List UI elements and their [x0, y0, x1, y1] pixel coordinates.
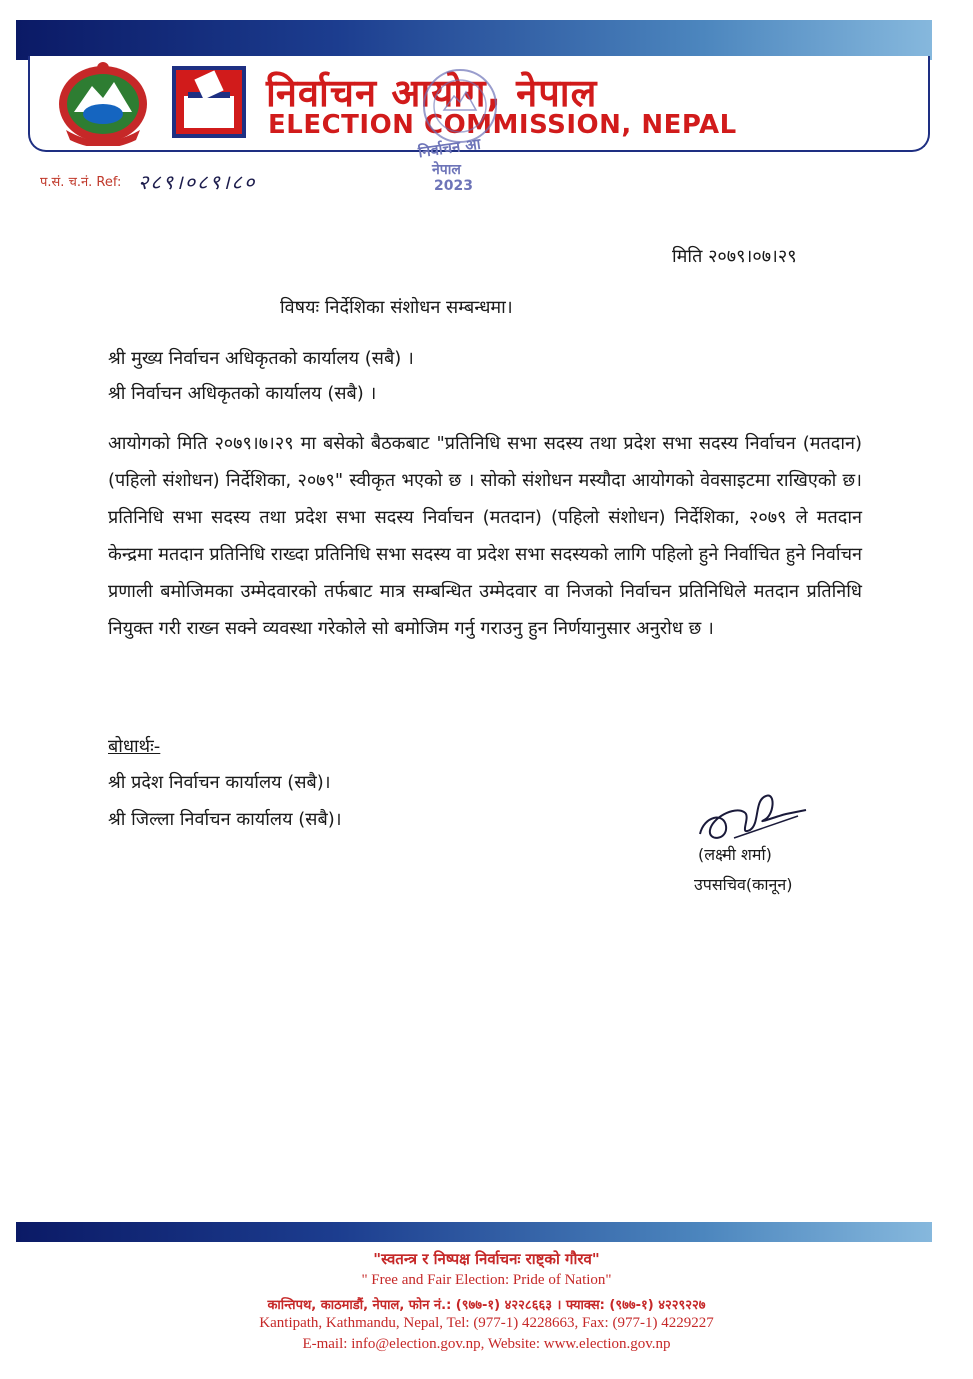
cc-recipient-line: श्री जिल्ला निर्वाचन कार्यालय (सबै)।: [108, 809, 342, 830]
signatory-name: (लक्ष्मी शर्मा): [698, 845, 772, 864]
letter-date: मिति २०७९।०७।२९: [672, 246, 797, 267]
header-title-nepali: निर्वाचन आयोग, नेपाल: [266, 71, 598, 115]
letter-body-paragraph: आयोगको मिति २०७९।७।२९ मा बसेको बैठकबाट "प्रतिनिधि सभा सदस्य तथा प्रदेश सभा सदस्य निर्वाचन (मतदान) (पहिलो संशोधन) निर्देशिका, २०७९" स्वीकृत भएको छ । सोको संशोधन मस्यौदा आयोगको वेवसाइटमा राखिएको छ। प्रतिनिधि सभा सदस्य तथा प्रदेश सभा सदस्य निर्वाचन (मतदान) (पहिलो संशोधन) निर्देशिका, २०७९ ले मतदान केन्द्रमा मतदान प्रतिनिधि राख्दा प्रतिनिधि सभा सदस्य वा प्रदेश सभा सदस्यको लागि पहिलो हुने निर्वाचित हुने निर्वाचन प्रणाली बमोजिमका उम्मेदवारको तर्फबाट मात्र सम्बन्धित उम्मेदवार वा निजको निर्वाचन प्रतिनिधिले मतदान प्रतिनिधि नियुक्त गरी राख्न सक्ने व्यवस्था गरेकोले सो बमोजिम गर्नु गराउनु हुन निर्णयानुसार अनुरोध छ ।: [108, 433, 862, 639]
footer-contact-info: E-mail: info@election.gov.np, Website: www.election.gov.np: [302, 1336, 671, 1352]
reference-label: प.सं. च.नं. Ref:: [40, 175, 122, 190]
signatory-title: उपसचिव(कानून): [694, 875, 793, 894]
stamp-text-line2: नेपाल: [432, 162, 461, 178]
stamp-text-year: 2023: [434, 178, 473, 194]
cc-recipient-line: श्री प्रदेश निर्वाचन कार्यालय (सबै)।: [108, 772, 331, 793]
letter-subject: विषयः निर्देशिका संशोधन सम्बन्धमा।: [280, 297, 513, 318]
recipient-line: श्री मुख्य निर्वाचन अधिकृतको कार्यालय (सबै) ।: [108, 348, 414, 369]
ballot-box-logo-icon: [172, 66, 246, 138]
footer-slogan-english: " Free and Fair Election: Pride of Nation": [361, 1272, 612, 1288]
footer-band: [16, 1222, 932, 1242]
footer-slogan-nepali: "स्वतन्त्र र निष्पक्ष निर्वाचनः राष्ट्को गौरव": [373, 1250, 600, 1268]
recipient-line: श्री निर्वाचन अधिकृतको कार्यालय (सबै) ।: [108, 383, 377, 404]
header-title-english: ELECTION COMMISSION, NEPAL: [268, 110, 737, 140]
cc-heading: बोधार्थः-: [108, 736, 161, 757]
stamp-text-line1: निर्वाचन आ: [417, 134, 482, 162]
nepal-emblem-icon: [52, 60, 154, 146]
footer-address-nepali: कान्तिपथ, काठमाडौं, नेपाल, फोन नं.: (९७७-१) ४२२८६६३ । फ्याक्स: (९७७-१) ४२२९२२७: [267, 1298, 706, 1313]
footer-address-english: Kantipath, Kathmandu, Nepal, Tel: (977-1) 4228663, Fax: (977-1) 4229227: [259, 1315, 714, 1331]
header-band: [16, 20, 932, 60]
reference-number: २८९।०८९।८०: [138, 170, 257, 194]
